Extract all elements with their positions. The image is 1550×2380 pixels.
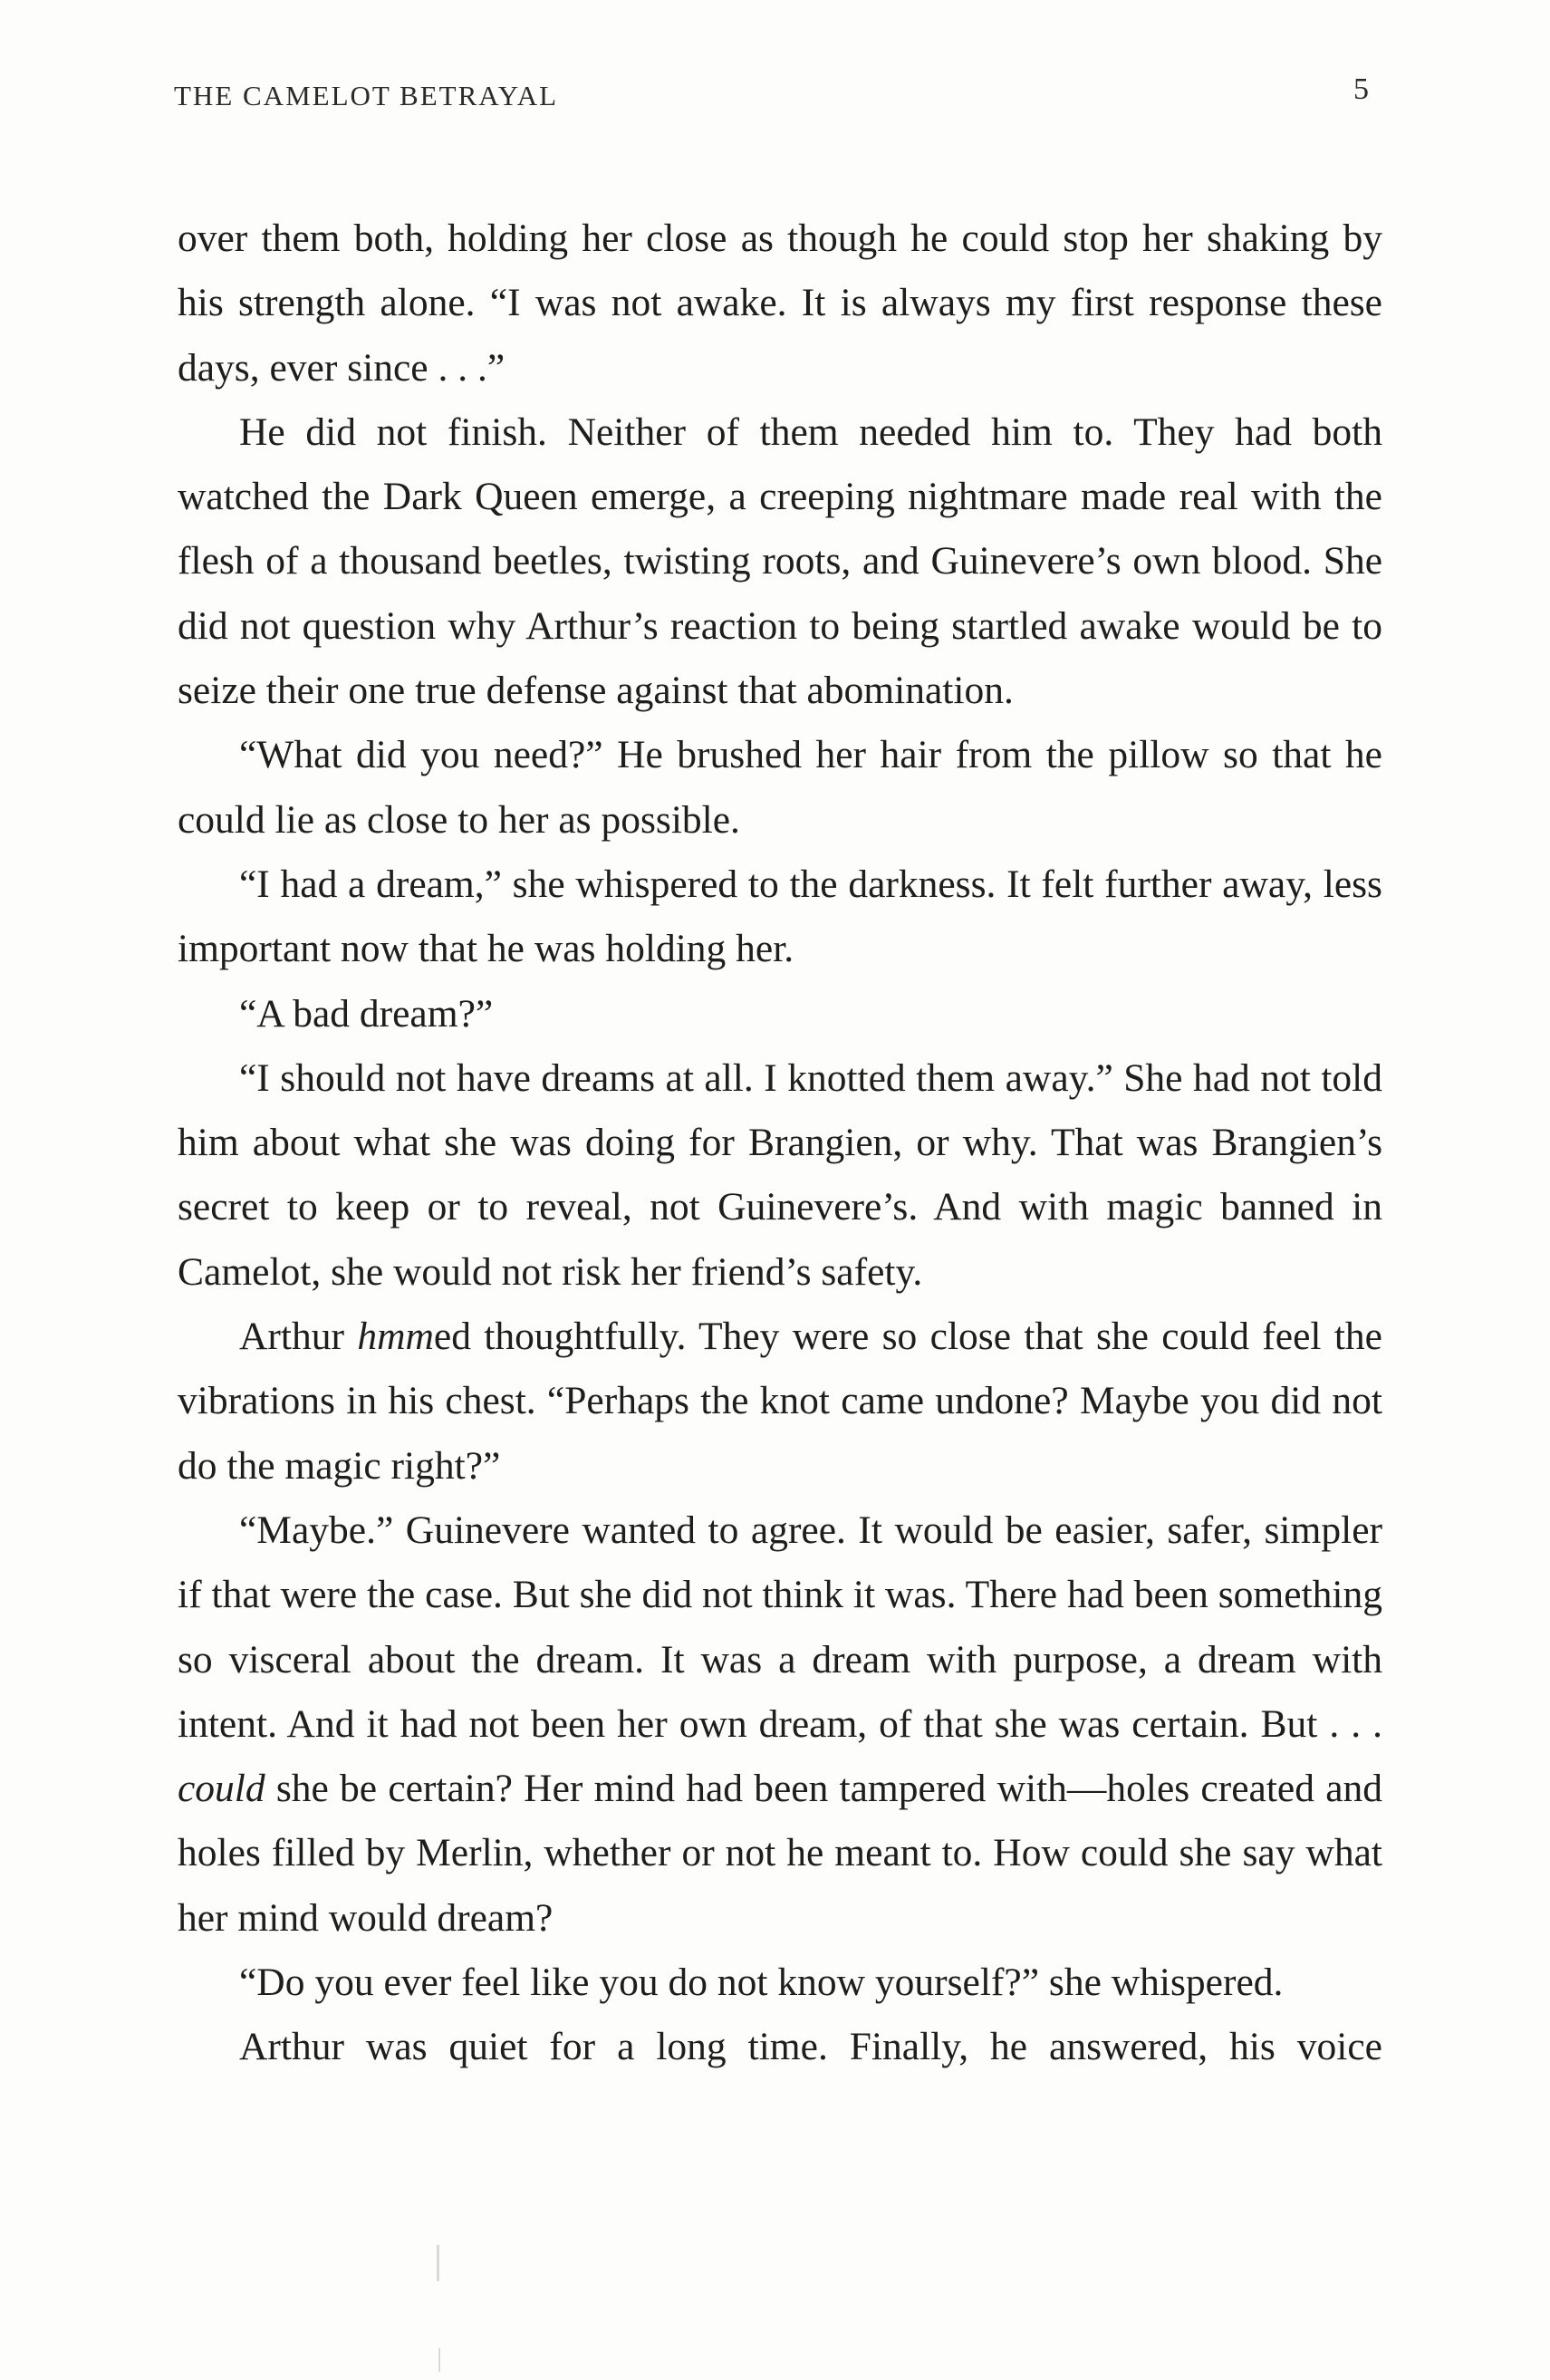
paragraph-text: she be certain? Her mind had been tampered with—holes created and holes filled by Merlin, whether or not he meant to. How could she say what her mind would dream?	[178, 1767, 1382, 1940]
paragraph-text: “What did you need?” He brushed her hair from the pillow so that he could lie as close to her as possible.	[178, 733, 1382, 842]
page-number: 5	[1353, 72, 1369, 106]
paragraph	[178, 400, 1382, 723]
paragraph	[178, 723, 1382, 853]
paragraph	[178, 982, 1382, 1046]
italic-text: could	[178, 1767, 265, 1811]
paragraph-text: Arthur	[239, 1315, 358, 1359]
paragraph	[178, 1498, 1382, 1951]
paragraph	[178, 1951, 1382, 2015]
paragraph	[178, 853, 1382, 982]
body-text	[178, 207, 1382, 2080]
paragraph-text: “I had a dream,” she whispered to the darkness. It felt further away, less important now that he was holding her.	[178, 862, 1382, 971]
paragraph-text: Arthur was quiet for a long time. Finally, he answered, his voice	[239, 2025, 1382, 2069]
italic-text: hmm	[357, 1315, 434, 1359]
paragraph-text: “A bad dream?”	[239, 991, 494, 1036]
paragraph-text: “Do you ever feel like you do not know yourself?” she whispered.	[239, 1961, 1284, 2005]
paragraph-text: He did not finish. Neither of them needed him to. They had both watched the Dark Queen emerge, a creeping nightmare made real with the flesh of a thousand beetles, twisting roots, and Guinevere’s own blood. She did not question why Arthur’s reaction to being startled awake would be to seize their one true defense against that abomination.	[178, 410, 1382, 713]
paragraph	[178, 207, 1382, 400]
scan-artifact-line	[438, 2348, 440, 2372]
paragraph	[178, 2015, 1382, 2079]
paragraph	[178, 1046, 1382, 1305]
paragraph-text: over them both, holding her close as though he could stop her shaking by his strength alone. “I was not awake. It is always my first response these days, ever since . . .”	[178, 217, 1382, 390]
paragraph-text: “I should not have dreams at all. I knotted them away.” She had not told him about what she was doing for Brangien, or why. That was Brangien’s secret to keep or to reveal, not Guinevere’s. And with magic banned in Camelot, she would not risk her friend’s safety.	[178, 1055, 1382, 1294]
paragraph	[178, 1305, 1382, 1498]
paragraph-text: ed thoughtfully. They were so close that she could feel the vibrations in his chest. “Perhaps the knot came undone? Maybe you did not do the magic right?”	[178, 1315, 1382, 1488]
paragraph-text: “Maybe.” Guinevere wanted to agree. It would be easier, safer, simpler if that were the case. But she did not think it was. There had been something so visceral about the dream. It was a dream with purpose, a dream with intent. And it had not been her own dream, of that she was certain. But . . .	[178, 1508, 1382, 1746]
running-header-title: THE CAMELOT BETRAYAL	[174, 80, 559, 111]
scan-artifact-line	[437, 2245, 439, 2281]
